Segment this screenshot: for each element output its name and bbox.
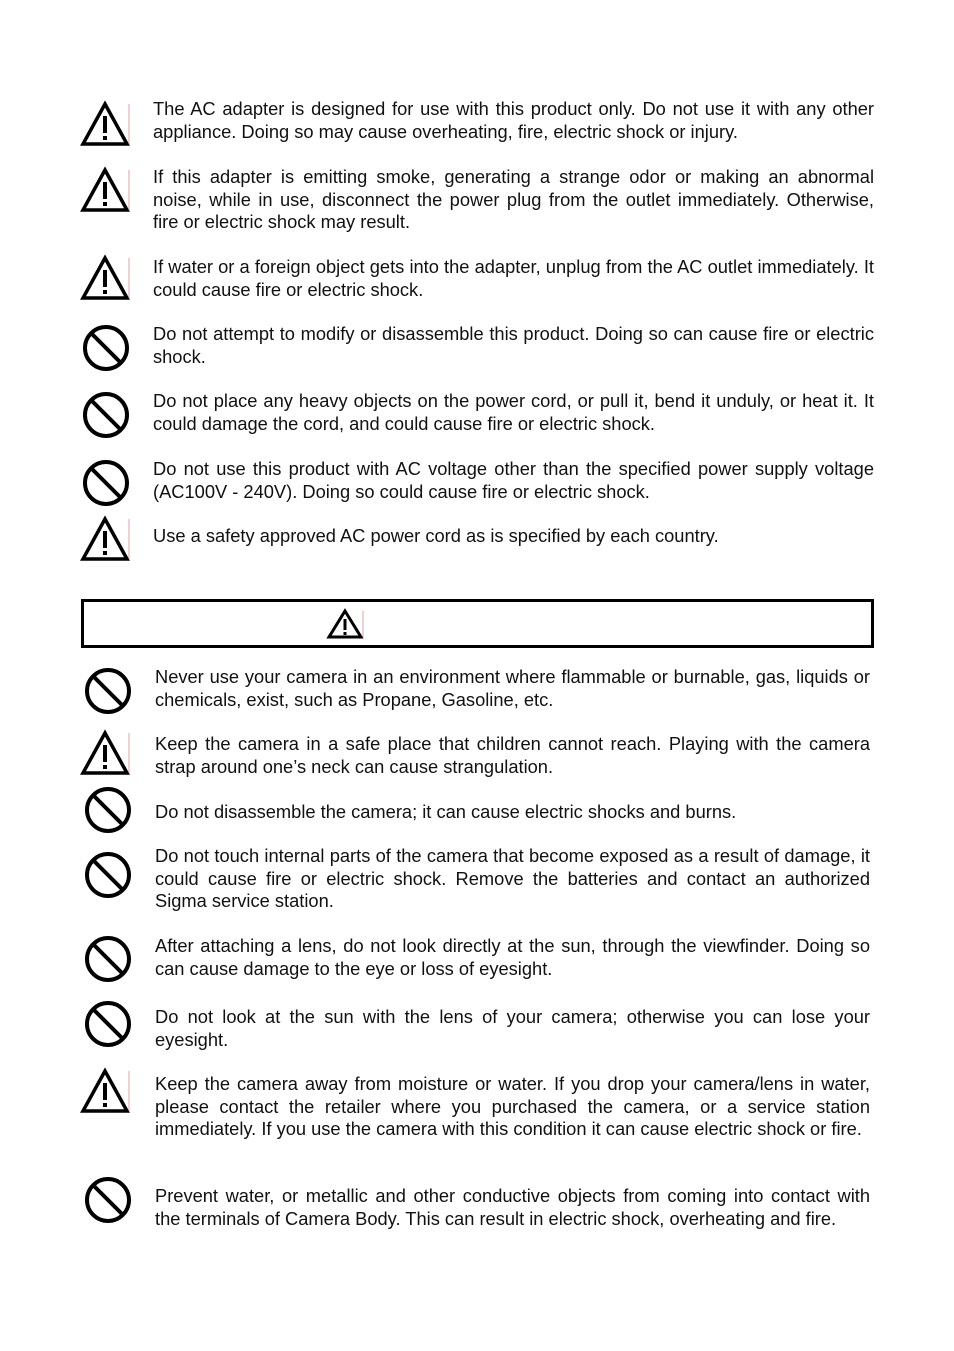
prohibited-icon bbox=[82, 666, 134, 716]
safety-text: Do not look at the sun with the lens of your camera; otherwise you can lose your eyesight. bbox=[155, 1006, 870, 1050]
prohibited-icon bbox=[82, 850, 134, 900]
warning-icon bbox=[80, 1067, 132, 1117]
safety-text: Prevent water, or metallic and other conductive objects from coming into contact with the terminals of Camera Body. This can result in electric shock, overheating and fire. bbox=[155, 1185, 870, 1229]
warning-icon bbox=[326, 608, 366, 640]
safety-text: If this adapter is emitting smoke, generating a strange odor or making an abnormal noise, while in use, disconnect the power plug from the outlet immediately. Otherwise, fire or electric shock may result. bbox=[153, 166, 874, 233]
warning-icon bbox=[80, 729, 132, 779]
safety-text: Keep the camera away from moisture or water. If you drop your camera/lens in water, please contact the retailer where you purchased the camera, or a service station immediately. If you use the camera with this condition it can cause electric shock or fire. bbox=[155, 1073, 870, 1140]
safety-text: Do not use this product with AC voltage other than the specified power supply voltage (AC100V - 240V). Doing so could cause fire or electric shock. bbox=[153, 458, 874, 502]
prohibited-icon bbox=[80, 390, 132, 440]
safety-text: The AC adapter is designed for use with this product only. Do not use it with any other appliance. Doing so may cause overheating, fire, electric shock or injury. bbox=[153, 98, 874, 142]
warning-icon bbox=[80, 166, 132, 216]
safety-text: Do not disassemble the camera; it can cause electric shocks and burns. bbox=[155, 801, 737, 822]
prohibited-icon bbox=[82, 1175, 134, 1225]
prohibited-icon bbox=[82, 785, 134, 835]
prohibited-icon bbox=[80, 323, 132, 373]
safety-text: Never use your camera in an environment where flammable or burnable, gas, liquids or chemicals, exist, such as Propane, Gasoline, etc. bbox=[155, 666, 870, 710]
safety-text: If water or a foreign object gets into the adapter, unplug from the AC outlet immediately. It could cause fire or electric shock. bbox=[153, 256, 874, 300]
safety-text: Use a safety approved AC power cord as is specified by each country. bbox=[153, 525, 719, 546]
warning-icon bbox=[80, 515, 132, 565]
safety-text: Do not place any heavy objects on the power cord, or pull it, bend it unduly, or heat it. It could damage the cord, and could cause fire or electric shock. bbox=[153, 390, 874, 434]
warning-icon bbox=[80, 100, 132, 150]
warning-icon bbox=[80, 254, 132, 304]
caution-banner bbox=[81, 599, 874, 648]
safety-text: After attaching a lens, do not look directly at the sun, through the viewfinder. Doing so can cause damage to the eye or loss of eyesight. bbox=[155, 935, 870, 979]
prohibited-icon bbox=[82, 999, 134, 1049]
safety-text: Do not touch internal parts of the camera that become exposed as a result of damage, it could cause fire or electric shock. Remove the batteries and contact an authorized Sigma service station. bbox=[155, 845, 870, 912]
safety-text: Keep the camera in a safe place that children cannot reach. Playing with the camera strap around one’s neck can cause strangulation. bbox=[155, 733, 870, 777]
prohibited-icon bbox=[80, 458, 132, 508]
prohibited-icon bbox=[82, 934, 134, 984]
safety-text: Do not attempt to modify or disassemble this product. Doing so can cause fire or electric shock. bbox=[153, 323, 874, 367]
